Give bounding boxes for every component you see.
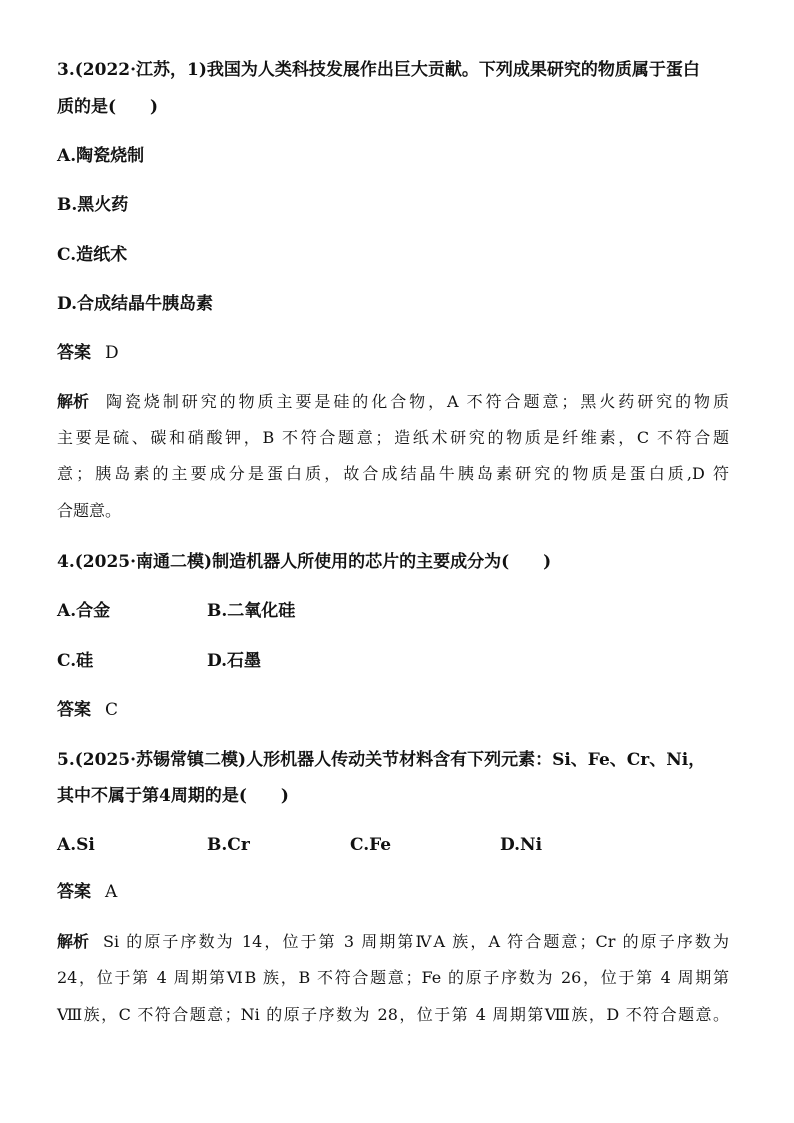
q5-analysis-line3: Ⅷ族，C 不符合题意；Ni 的原子序数为 28，位于第 4 周期第Ⅷ族，D 不符合题意。: [57, 1005, 729, 1024]
q4-option-a: A.合金: [57, 601, 111, 621]
q3-answer: [57, 341, 119, 365]
q5-answer-value: A: [105, 882, 118, 902]
q5-option-d: D.Ni: [500, 835, 543, 855]
q3-answer-value: D: [105, 343, 119, 363]
q5-answer: [57, 880, 117, 904]
q4-answer: [57, 698, 118, 722]
q3-option-b: B.黑火药: [57, 195, 129, 215]
q3-stem-line2: 质的是( ): [57, 97, 159, 117]
q4-option-c: C.硅: [57, 651, 94, 671]
q4-answer-label: 答案: [57, 700, 91, 720]
q3-analysis-text1: 陶瓷烧制研究的物质主要是硅的化合物，A 不符合题意；黑火药研究的物质: [103, 392, 729, 411]
q5-analysis-text1: Si 的原子序数为 14，位于第 3 周期第ⅣA 族，A 符合题意；Cr 的原子序数为: [103, 932, 729, 951]
q3-answer-label: 答案: [57, 343, 91, 363]
q5-analysis-line1: [57, 930, 729, 954]
q4-stem: 4.(2025·南通二模)制造机器人所使用的芯片的主要成分为( ): [57, 552, 552, 572]
q3-analysis-label: 解析: [57, 392, 90, 411]
q3-analysis-line3: 意；胰岛素的主要成分是蛋白质，故合成结晶牛胰岛素研究的物质是蛋白质,D 符: [57, 464, 729, 483]
q3-analysis-line4: 合题意。: [57, 501, 122, 520]
q5-analysis-label: 解析: [57, 932, 90, 951]
q4-option-d: D.石墨: [207, 651, 262, 671]
q4-option-b: B.二氧化硅: [207, 601, 296, 621]
q3-analysis-line1: [57, 390, 729, 414]
q3-stem-line1: 3.(2022·江苏，1)我国为人类科技发展作出巨大贡献。下列成果研究的物质属于蛋白: [57, 60, 700, 80]
q5-analysis-line2: 24，位于第 4 周期第ⅥB 族，B 不符合题意；Fe 的原子序数为 26，位于第 4 周期第: [57, 968, 729, 987]
q5-stem-line2: 其中不属于第4周期的是( ): [57, 786, 289, 806]
q3-option-d: D.合成结晶牛胰岛素: [57, 294, 214, 314]
q4-answer-value: C: [105, 700, 119, 720]
q3-analysis-line2: 主要是硫、碳和硝酸钾，B 不符合题意；造纸术研究的物质是纤维素，C 不符合题: [57, 428, 729, 447]
q5-option-a: A.Si: [57, 835, 95, 855]
q5-answer-label: 答案: [57, 882, 91, 902]
q5-option-b: B.Cr: [207, 835, 250, 855]
q3-option-a: A.陶瓷烧制: [57, 146, 145, 166]
q3-option-c: C.造纸术: [57, 245, 128, 265]
q5-option-c: C.Fe: [350, 835, 392, 855]
q5-stem-line1: 5.(2025·苏锡常镇二模)人形机器人传动关节材料含有下列元素：Si、Fe、Cr、Ni，: [57, 750, 706, 770]
